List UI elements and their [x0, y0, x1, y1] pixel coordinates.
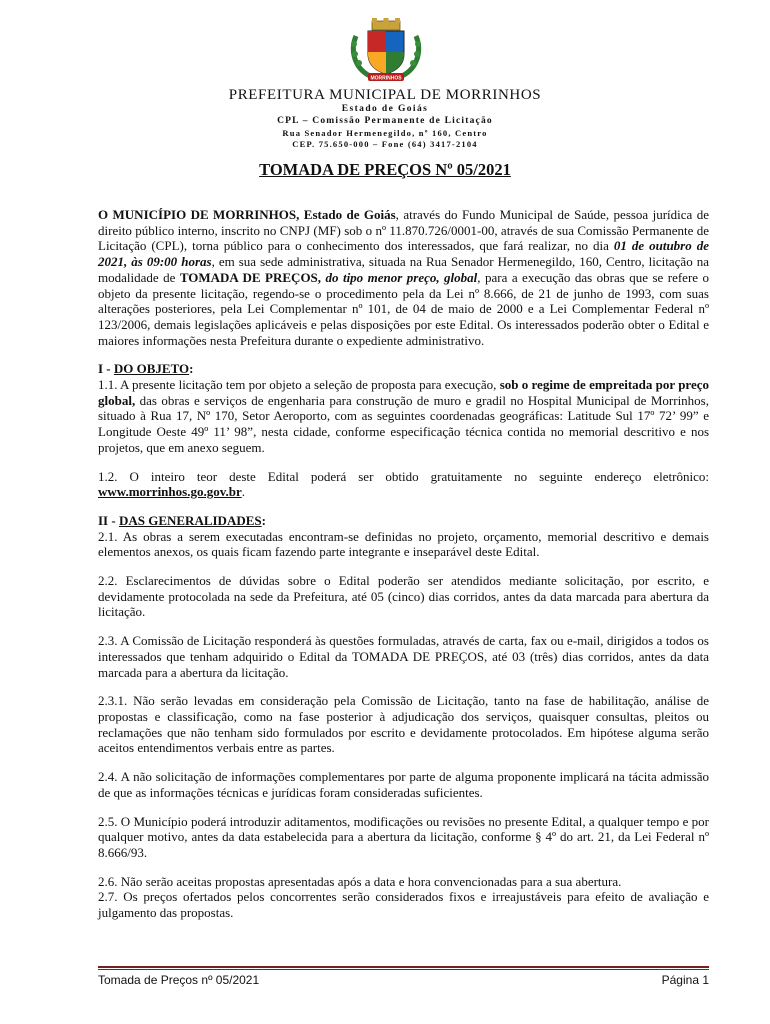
footer-divider [98, 966, 709, 970]
section-heading-objeto [98, 361, 709, 377]
municipal-coat-of-arms-icon [348, 18, 424, 84]
intro-type: do tipo menor preço, global [321, 269, 478, 285]
section1-prefix: I - [98, 361, 114, 377]
clause-1-2 [98, 469, 709, 500]
section2-suffix: : [261, 512, 266, 528]
intro-date: 01 de outubro de 2021, às 09:00 horas [98, 238, 710, 270]
intro-bold-municipality: O MUNICÍPIO DE MORRINHOS, Estado de Goiás [98, 207, 396, 222]
intro-paragraph [98, 207, 709, 348]
clause-1-2-end: . [241, 484, 245, 500]
clause-2-5: 2.5. O Município poderá introduzir aditamentos, modificações ou revisões no presente Edital, a qualquer tempo e por qualquer motivo, antes da data estabelecida para a abertura da licitação, conforme § 4º do art. 21, da Lei Federal nº 8.666/93. [98, 813, 709, 860]
clause-2-6: 2.6. Não serão aceitas propostas apresentadas após a data e hora convencionadas para a sua abertura. [98, 873, 622, 889]
intro-text-2: , em sua sede administrativa, situada na Rua Senador Hermenegildo, 160, Centro, licitação na modalidade de [98, 254, 709, 285]
crest-band-text: MORRINHOS [370, 75, 402, 82]
clause-2-4: 2.4. A não solicitação de informações complementares por parte de alguma proponente implicará na tácita admissão de que as informações técnicas e jurídicas foram consideradas suficientes. [98, 769, 709, 800]
clause-1-2-text: 1.2. O inteiro teor deste Edital poderá ser obtido gratuitamente no seguinte endereço eletrônico: [98, 468, 709, 484]
footer-document-name: Tomada de Preços nº 05/2021 [98, 973, 260, 987]
clause-1-1-bold: sob o regime de empreitada por preço global, [98, 377, 710, 408]
intro-text-1: , através do Fundo Municipal de Saúde, pessoa jurídica de direito público interno, inscrito no CNPJ (MF) sob o nº 11.870.726/0001-00, através de sua Comissão Permanente de Licitação (CPL), torna público para o conhecimento dos interessados, que fará realizar, no dia [98, 207, 709, 254]
section1-heading: DO OBJETO [113, 361, 190, 377]
clause-2-7: 2.7. Os preços ofertados pelos concorrentes serão considerados fixos e irreajustáveis para efeito de avaliação e julgamento das propostas. [98, 889, 709, 921]
intro-text-3: , para a execução das obras que se refere o objeto da presente licitação, regendo-se o procedimento pela da Lei nº 8.666, de 21 de junho de 1993, com suas alterações posteriores, pela Lei Complementar nº 101, de 04 de maio de 2000 e a Lei Complementar Federal nº 123/2006, demais legislações aplicáveis e pelas disposições por este Edital. Os interessados poderão obter o Edital e maiores informações nesta Prefeitura durante o expediente administrativo. [98, 269, 710, 348]
section1-suffix: : [189, 361, 194, 377]
clause-2-3: 2.3. A Comissão de Licitação responderá às questões formuladas, através de carta, fax ou e-mail, dirigidos a todos os interessados que tenham adquirido o Edital da TOMADA DE PREÇOS, até 03 (três) dias corridos, antes da data marcada para a abertura da licitação. [98, 633, 709, 680]
website-link[interactable]: www.morrinhos.go.gov.br [98, 484, 242, 500]
letterhead-title: PREFEITURA MUNICIPAL DE MORRINHOS [228, 87, 542, 103]
intro-modality: TOMADA DE PREÇOS, [179, 269, 322, 285]
section2-heading: DAS GENERALIDADES [118, 512, 262, 528]
footer-page-number: Página 1 [661, 973, 709, 987]
clause-1-1-text-b: das obras e serviços de engenharia para construção de muro e gradil no Hospital Municipal de Morrinhos, situado à Rua 17, Nº 170, Setor Aeroporto, com as seguintes coordenadas geográficas: Latitude Sul 17º 72’ 99” e Longitude Oeste 49º 11’ 98”, nesta cidade, conforme especificação técnica contida no memorial descritivo e nos projetos, que em anexo seguem. [98, 392, 709, 455]
section-heading-generalidades [98, 513, 709, 529]
clause-2-3-1: 2.3.1. Não serão levadas em consideração pela Comissão de Licitação, tanto na fase de habilitação, análise de propostas e classificação, como na fase posterior à adjudicação dos serviços, quaisquer consultas, pleitos ou reclamações que não tenham sido formulados por escrito e devidamente protocolados. Em hipótese alguma serão aceitos entendimentos verbais entre as partes. [98, 693, 709, 756]
letterhead-address: Rua Senador Hermenegildo, nº 160, Centro [282, 128, 488, 138]
clause-2-2: 2.2. Esclarecimentos de dúvidas sobre o Edital poderão ser atendidos mediante solicitação, por escrito, e devidamente protocolada na sede da Prefeitura, até 05 (cinco) dias corridos, antes da data marcada para abertura da licitação. [98, 573, 709, 620]
clause-2-1: 2.1. As obras a serem executadas encontram-se definidas no projeto, orçamento, memorial descritivo e demais elementos anexos, os quais ficam fazendo parte integrante e inseparável deste Edital. [98, 528, 709, 560]
section2-prefix: II - [98, 512, 119, 528]
document-title: TOMADA DE PREÇOS Nº 05/2021 [259, 160, 511, 179]
clause-1-1-text-a: 1.1. A presente licitação tem por objeto a seleção de proposta para execução, [98, 377, 500, 393]
letterhead-state: Estado de Goiás [341, 104, 429, 114]
clause-1-1 [98, 377, 709, 456]
letterhead-contact: CEP. 75.650-000 – Fone (64) 3417-2104 [292, 139, 478, 149]
letterhead-commission: CPL – Comissão Permanente de Licitação [277, 116, 493, 126]
document-body [98, 207, 709, 921]
